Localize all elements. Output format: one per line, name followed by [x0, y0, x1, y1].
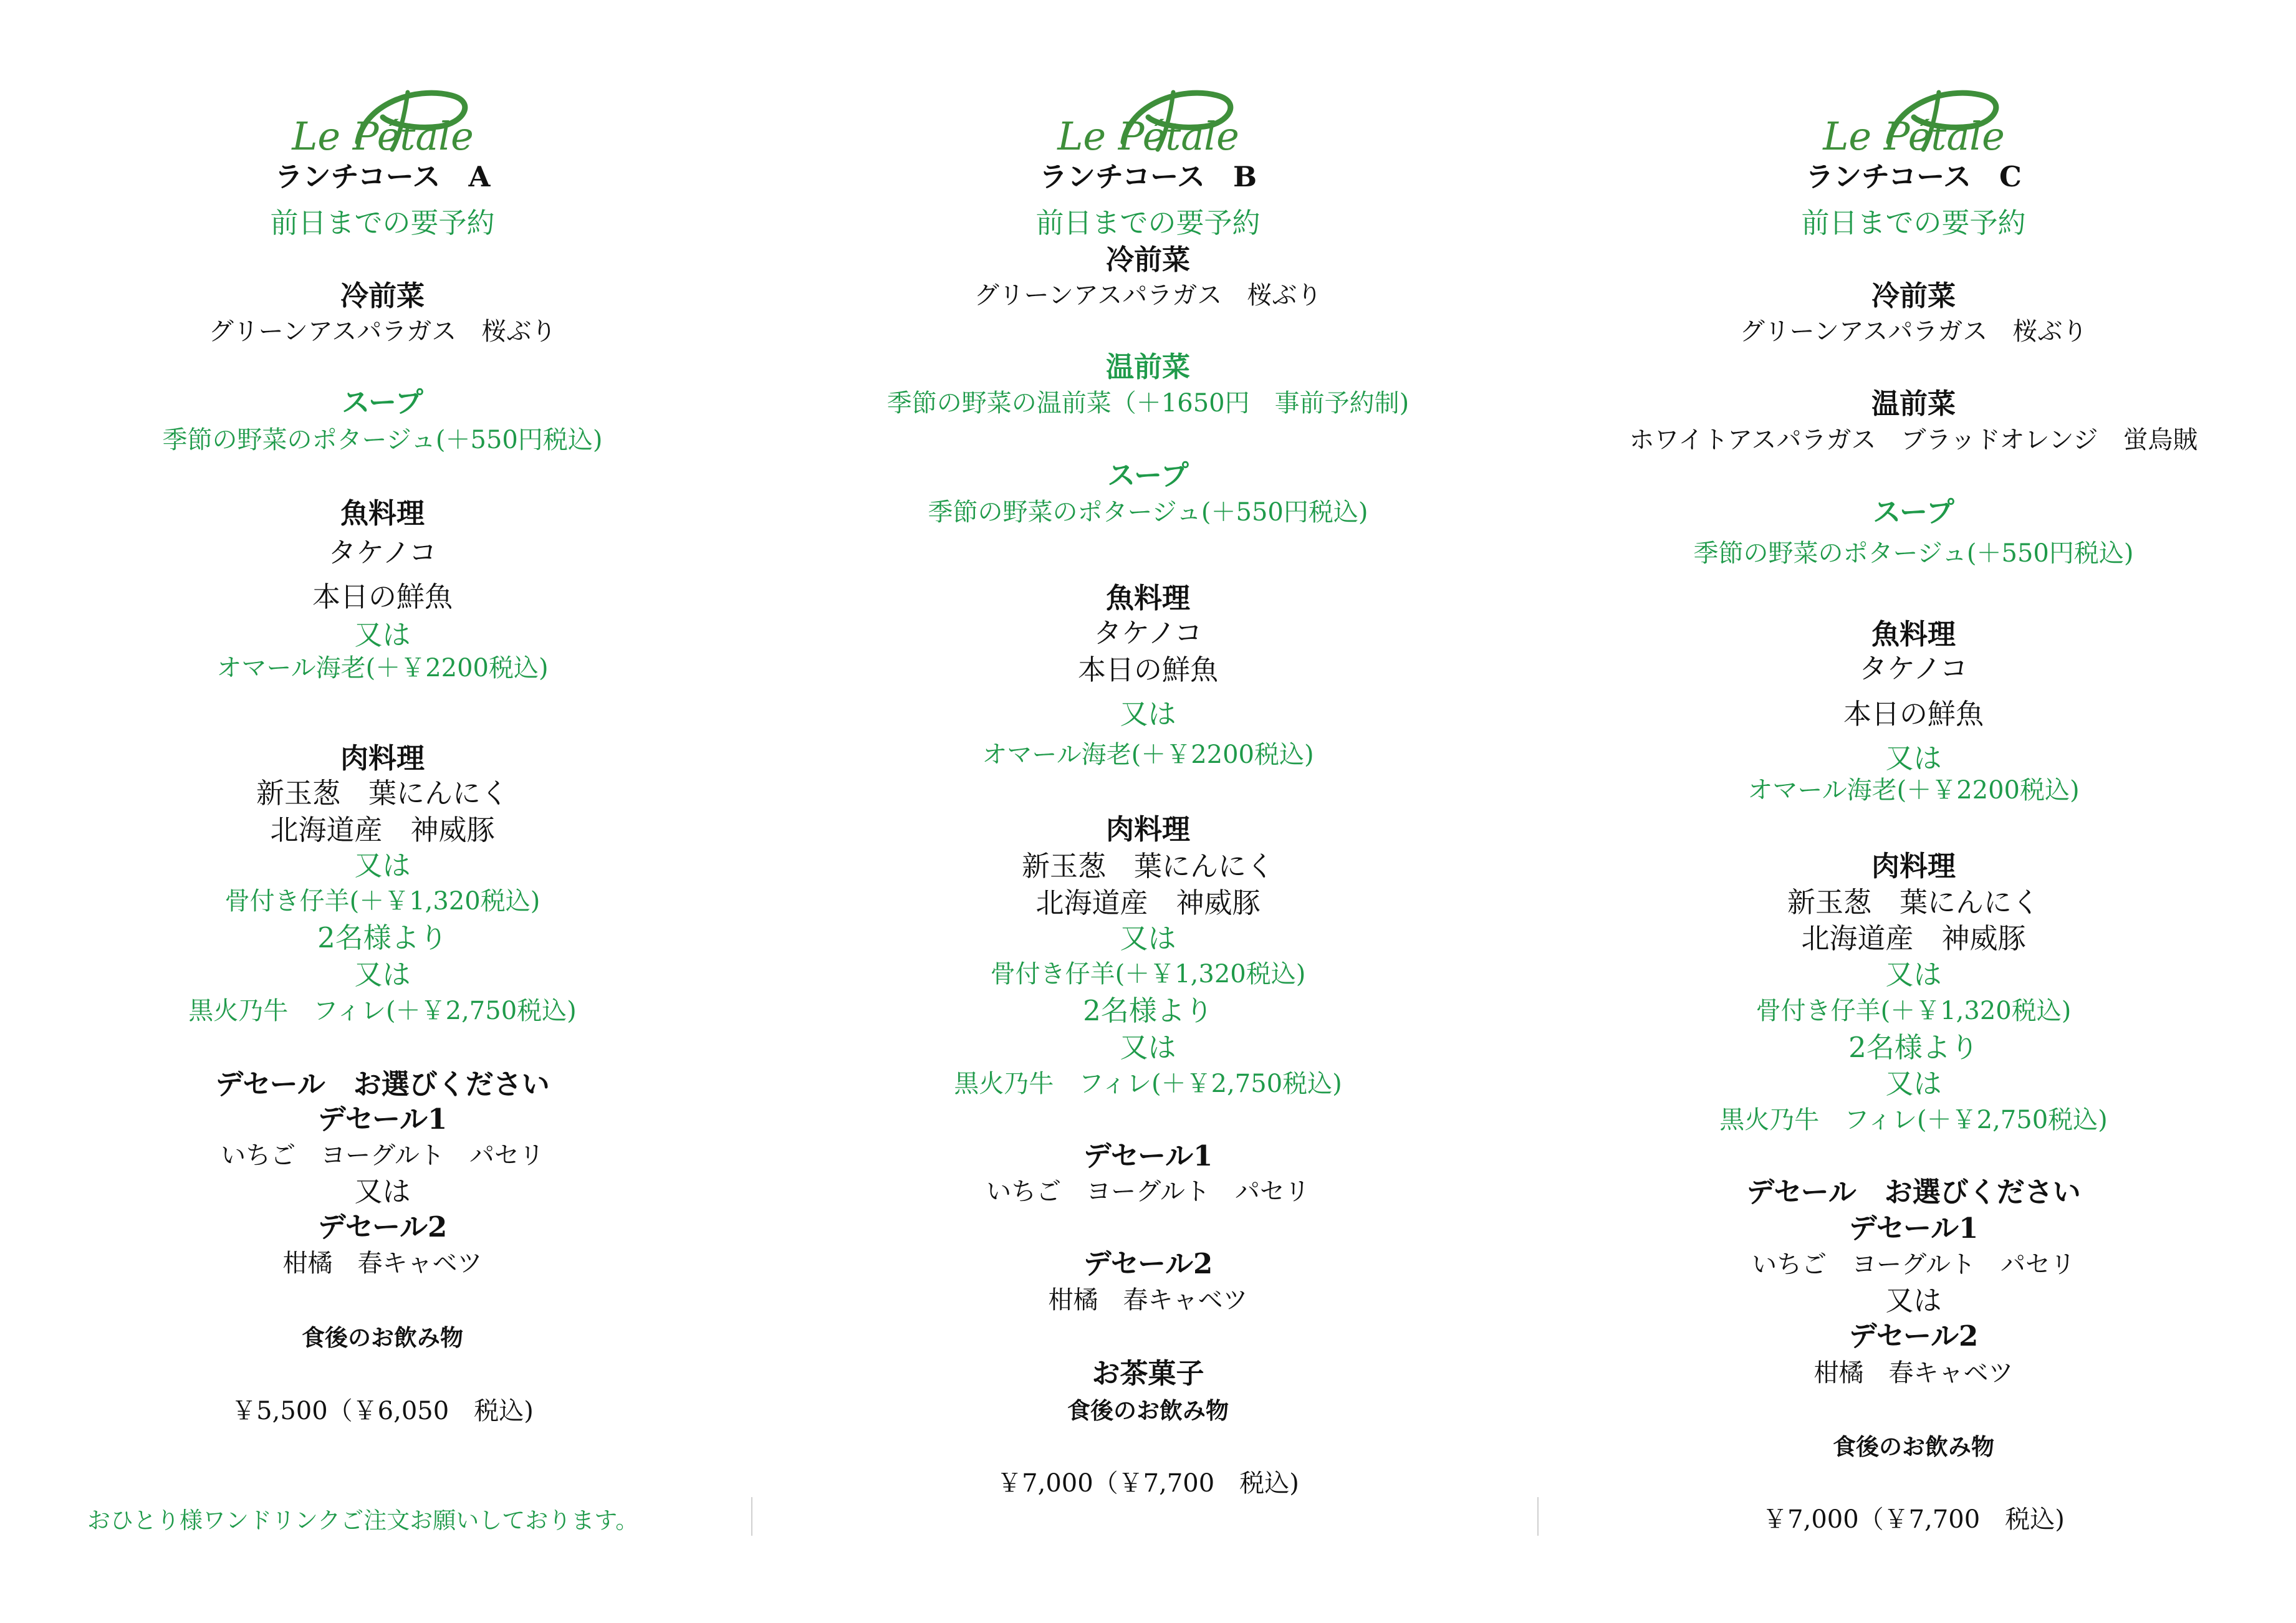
- course-a-fish-1: タケノコ: [328, 536, 437, 569]
- course-a-meat-2: 北海道産 神威豚: [270, 813, 495, 846]
- course-c-soup-heading: スープ: [1873, 496, 1954, 529]
- course-c-fish-2: 本日の鮮魚: [1843, 697, 1984, 730]
- course-a-meat-heading: 肉料理: [340, 742, 425, 775]
- course-c-dessert1-heading: デセール1: [1848, 1212, 1979, 1245]
- course-b-drink: 食後のお飲み物: [1067, 1397, 1229, 1424]
- course-c-dessert1: いちご ヨーグルト パセリ: [1752, 1250, 2075, 1279]
- course-a-dessert2-heading: デセール2: [317, 1210, 448, 1243]
- one-drink-note: おひとり様ワンドリンクご注文お願いしております。: [87, 1507, 639, 1534]
- course-c-meat-heading: 肉料理: [1871, 850, 1956, 883]
- course-c-fish-1: タケノコ: [1859, 652, 1968, 685]
- course-a-cold-dish: グリーンアスパラガス 桜ぶり: [208, 317, 557, 346]
- course-a-fish-2: 本日の鮮魚: [312, 580, 453, 613]
- course-b-fish-2: 本日の鮮魚: [1077, 653, 1218, 686]
- course-c-warm-dish: ホワイトアスパラガス ブラッドオレンジ 蛍烏賊: [1629, 426, 2198, 454]
- course-b-fish-alt: オマール海老(＋￥2200税込): [982, 740, 1314, 769]
- course-b-meat-alt1-note: 2名様より: [1083, 994, 1213, 1027]
- course-b-column: [766, 0, 1530, 1623]
- course-a-reservation: 前日までの要予約: [270, 206, 495, 239]
- course-a-dessert1: いちご ヨーグルト パセリ: [221, 1141, 544, 1170]
- course-c-dessert2: 柑橘 春キャベツ: [1813, 1359, 2014, 1387]
- course-c-meat-1: 新玉葱 葉にんにく: [1787, 886, 2040, 919]
- course-b-dessert1-heading: デセール1: [1083, 1139, 1213, 1172]
- course-c-cold-heading: 冷前菜: [1871, 279, 1956, 312]
- course-a-fish-heading: 魚料理: [340, 497, 425, 530]
- course-b-meat-1: 新玉葱 葉にんにく: [1021, 850, 1274, 883]
- course-b-meat-or2: 又は: [1120, 1031, 1176, 1064]
- course-b-meat-alt1: 骨付き仔羊(＋￥1,320税込): [990, 960, 1306, 989]
- logo-mark: [1795, 80, 2032, 161]
- course-b-fish-or: 又は: [1120, 697, 1176, 730]
- le-petale-logo: [0, 80, 765, 161]
- logo-mark: [264, 80, 501, 161]
- svg-text:Le Pétale: Le Pétale: [291, 113, 474, 159]
- svg-text:Le Pétale: Le Pétale: [1822, 113, 2005, 159]
- course-c-price: ￥7,000（￥7,700 税込): [1762, 1505, 2065, 1534]
- course-c-meat-or: 又は: [1885, 958, 1942, 991]
- course-c-fish-or: 又は: [1885, 742, 1942, 775]
- course-a-column: [0, 0, 765, 1623]
- course-b-warm-heading: 温前菜: [1105, 350, 1190, 383]
- course-a-dessert-choose: デセール お選びください: [215, 1068, 550, 1101]
- course-c-soup-dish: 季節の野菜のポタージュ(＋550円税込): [1693, 539, 2134, 568]
- course-a-dessert1-heading: デセール1: [317, 1103, 448, 1136]
- course-a-soup-heading: スープ: [342, 386, 423, 419]
- course-c-meat-alt2: 黒火乃牛 フィレ(＋￥2,750税込): [1719, 1106, 2108, 1134]
- course-c-dessert-choose: デセール お選びください: [1746, 1175, 2081, 1209]
- course-a-cold-heading: 冷前菜: [340, 279, 425, 312]
- course-c-fish-heading: 魚料理: [1871, 618, 1956, 651]
- course-c-meat-or2: 又は: [1885, 1067, 1942, 1100]
- course-a-meat-alt1: 骨付き仔羊(＋￥1,320税込): [224, 887, 540, 916]
- course-c-meat-alt1: 骨付き仔羊(＋￥1,320税込): [1756, 997, 2072, 1025]
- course-a-title: ランチコース A: [274, 160, 491, 193]
- course-c-title: ランチコース C: [1805, 160, 2022, 193]
- course-b-dessert2-heading: デセール2: [1083, 1247, 1213, 1280]
- course-b-reservation: 前日までの要予約: [1035, 206, 1261, 239]
- course-b-meat-alt2: 黒火乃牛 フィレ(＋￥2,750税込): [954, 1070, 1342, 1098]
- logo-mark: [1030, 80, 1267, 161]
- course-b-soup-heading: スープ: [1107, 459, 1189, 492]
- course-a-meat-alt2: 黒火乃牛 フィレ(＋￥2,750税込): [188, 997, 577, 1025]
- course-a-fish-or: 又は: [354, 618, 411, 651]
- course-b-warm-dish: 季節の野菜の温前菜（＋1650円 事前予約制): [886, 389, 1410, 418]
- course-b-price: ￥7,000（￥7,700 税込): [997, 1469, 1299, 1498]
- column-divider: [751, 1497, 752, 1536]
- course-b-dessert1: いちご ヨーグルト パセリ: [986, 1177, 1310, 1206]
- course-c-warm-heading: 温前菜: [1871, 387, 1956, 420]
- course-a-price: ￥5,500（￥6,050 税込): [231, 1397, 534, 1425]
- course-b-meat-heading: 肉料理: [1105, 813, 1190, 846]
- course-c-fish-alt: オマール海老(＋￥2200税込): [1747, 776, 2080, 805]
- course-b-fish-heading: 魚料理: [1105, 582, 1190, 615]
- course-c-dessert-or: 又は: [1885, 1284, 1942, 1317]
- course-b-soup-dish: 季節の野菜のポタージュ(＋550円税込): [928, 498, 1368, 527]
- course-a-fish-alt: オマール海老(＋￥2200税込): [216, 654, 549, 682]
- course-c-dessert2-heading: デセール2: [1848, 1319, 1979, 1352]
- course-a-meat-or2: 又は: [354, 958, 411, 991]
- le-petale-logo: [1531, 80, 2296, 161]
- course-c-cold-dish: グリーンアスパラガス 桜ぶり: [1739, 317, 2088, 346]
- course-a-dessert2: 柑橘 春キャベツ: [282, 1249, 483, 1278]
- course-a-dessert-or: 又は: [354, 1175, 411, 1208]
- course-b-title: ランチコース B: [1039, 160, 1257, 193]
- course-a-meat-or: 又は: [354, 849, 411, 882]
- course-c-column: [1531, 0, 2296, 1623]
- course-c-meat-2: 北海道産 神威豚: [1801, 922, 2026, 955]
- course-b-cold-heading: 冷前菜: [1105, 243, 1190, 276]
- course-b-dessert2: 柑橘 春キャベツ: [1048, 1286, 1248, 1314]
- course-c-meat-alt1-note: 2名様より: [1848, 1031, 1979, 1064]
- course-a-meat-1: 新玉葱 葉にんにく: [256, 777, 509, 810]
- course-b-cold-dish: グリーンアスパラガス 桜ぶり: [974, 281, 1322, 310]
- course-b-meat-2: 北海道産 神威豚: [1035, 886, 1261, 919]
- course-b-meat-or: 又は: [1120, 922, 1176, 955]
- svg-text:Le Pétale: Le Pétale: [1057, 113, 1239, 159]
- course-b-petit-fours: お茶菓子: [1092, 1357, 1204, 1390]
- course-b-fish-1: タケノコ: [1093, 616, 1203, 649]
- course-a-drink: 食後のお飲み物: [302, 1324, 463, 1351]
- le-petale-logo: [766, 80, 1530, 161]
- course-c-drink: 食後のお飲み物: [1833, 1433, 1994, 1460]
- course-a-soup-dish: 季節の野菜のポタージュ(＋550円税込): [162, 426, 603, 454]
- course-c-reservation: 前日までの要予約: [1801, 206, 2026, 239]
- course-a-meat-alt1-note: 2名様より: [317, 921, 448, 954]
